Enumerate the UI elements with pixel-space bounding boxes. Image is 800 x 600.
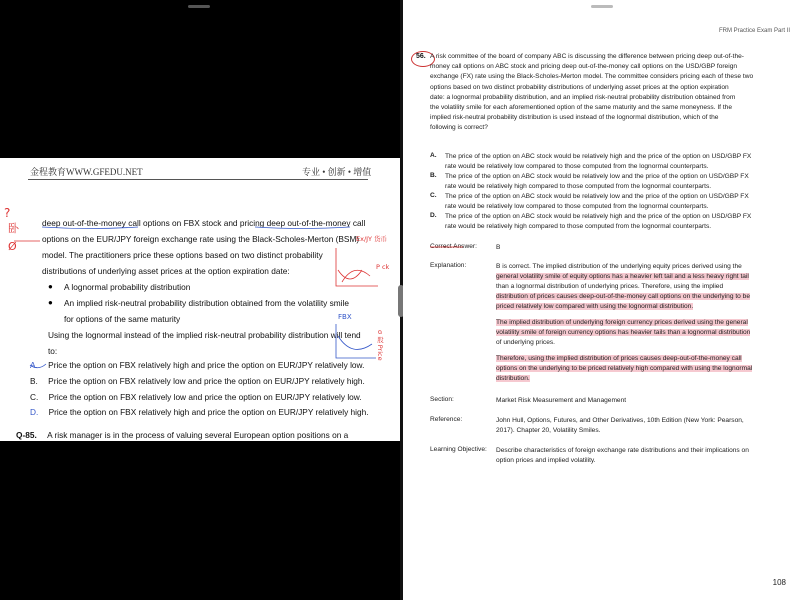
bullet-implied: An implied risk-neutral probability distribution obtained from the volatility smile bbox=[64, 298, 349, 308]
question-line: money call options on ABC stock and pricing deep out-of-the-money call options on the USD/GBP foreign bbox=[430, 63, 738, 71]
option-b-line2: rate would be relatively high compared to those computed from the lognormal counterparts. bbox=[445, 183, 712, 191]
option-c-label: C. bbox=[430, 192, 437, 199]
page-number: 108 bbox=[772, 578, 786, 587]
bullet-dot: ● bbox=[48, 298, 53, 307]
explanation-line-text: options on the underlying to be priced relatively high compared with using the lognormal bbox=[496, 365, 753, 372]
handwritten-question-mark: ? bbox=[4, 206, 11, 220]
explanation-label: Explanation: bbox=[430, 262, 467, 269]
objective-line: Describe characteristics of foreign exchange rate distributions and their implications on bbox=[496, 447, 749, 454]
option-a-line2: rate would be relatively low compared to those computed from the lognormal counterparts. bbox=[445, 163, 709, 171]
explanation-line-text: than a lognormal distribution of underlying prices. Therefore, using the implied bbox=[496, 283, 724, 290]
left-header-slogan: 专业 • 创新 • 增值 bbox=[302, 167, 372, 177]
option-b-line1: The price of the option on ABC stock would be relatively low and the price of the option on USD/GBP FX bbox=[445, 173, 749, 180]
option-a-line1: The price of the option on ABC stock would be relatively high and the price of the option on USD/GBP FX bbox=[445, 153, 752, 160]
option-c-label: C. bbox=[30, 392, 39, 402]
explanation-line-text: volatility smile of foreign currency options has heavier tails than a lognormal distribution bbox=[496, 329, 751, 336]
annotation-fbx-note: σ 股 Price bbox=[376, 330, 384, 361]
question-line-1: deep out-of-the-money call options on FBX stock and pricing deep out-of-the-money call bbox=[42, 218, 366, 228]
question-stem: Using the lognormal instead of the implied risk-neutral probability distribution will tend bbox=[48, 330, 361, 340]
option-d-line2: rate would be relatively high compared to those computed from the lognormal counterparts. bbox=[445, 223, 712, 231]
left-document-page bbox=[0, 158, 400, 441]
right-doc-header: FRM Practice Exam Part II bbox=[718, 28, 790, 34]
explanation-line-text: general volatility smile of equity options has a heavier left tail and a less heavy right tail bbox=[496, 273, 749, 280]
explanation-line-text: distribution. bbox=[496, 375, 530, 382]
right-split-pane[interactable] bbox=[403, 0, 800, 600]
option-d-label: D. bbox=[430, 212, 437, 219]
correct-answer-value: B bbox=[496, 244, 501, 251]
annotation-fx: Ex/JY 货币 bbox=[356, 235, 388, 243]
q85-label: Q-85. bbox=[16, 430, 37, 440]
option-d-line1: The price of the option on ABC stock would be relatively high and the price of the option on USD/GBP FX bbox=[445, 213, 752, 220]
question-line: exchange (FX) rate using the Black-Scholes-Merton model. The committee considers pricing each of these two bbox=[430, 73, 754, 81]
question-line: A risk committee of the board of company ABC is discussing the difference between pricing deep out-of-the- bbox=[430, 53, 744, 60]
annotation-pck: P ck bbox=[376, 263, 390, 271]
option-b-text: Price the option on FBX relatively low and price the option on EUR/JPY relatively high. bbox=[48, 376, 365, 386]
reference-line: John Hull, Options, Futures, and Other Derivatives, 10th Edition (New York: Pearson, bbox=[496, 417, 744, 424]
question-line: the volatility smile for each aforementioned option of the same maturity and the same moneyness. If the bbox=[430, 104, 733, 112]
explanation-line-text: Therefore, using the implied distribution of prices causes deep-out-of-the-money call bbox=[496, 355, 742, 362]
right-handwriting-marks bbox=[403, 0, 800, 600]
question-line: following is correct? bbox=[430, 124, 488, 132]
question-line-2: options on the EUR/JPY foreign exchange rate using the Black-Scholes-Merton (BSM) bbox=[42, 234, 360, 244]
q85-text: A risk manager is in the process of valuing several European option positions on a bbox=[47, 430, 349, 440]
question-line: options based on two distinct probability distributions of underlying asset prices at the option expiration bbox=[430, 83, 729, 91]
section-value: Market Risk Measurement and Management bbox=[496, 397, 627, 404]
reference-label: Reference: bbox=[430, 416, 463, 423]
explanation-line-text: of underlying prices. bbox=[496, 339, 556, 346]
explanation-line-text: The implied distribution of underlying foreign currency prices derived using the general bbox=[496, 319, 748, 326]
option-d-text: Price the option on FBX relatively high and price the option on EUR/JPY relatively high. bbox=[48, 407, 369, 417]
option-c-line1: The price of the option on ABC stock would be relatively low and the price of the option on USD/GBP FX bbox=[445, 193, 749, 200]
left-pane-handle[interactable] bbox=[188, 5, 210, 8]
explanation-line-text: distribution of prices causes deep-out-of-the-money call options on the underlying to be bbox=[496, 293, 751, 300]
left-header-site: 金程教育WWW.GFEDU.NET bbox=[30, 167, 143, 177]
section-label: Section: bbox=[430, 396, 454, 403]
bullet-dot: ● bbox=[48, 282, 53, 291]
bullet-implied-cont: for options of the same maturity bbox=[64, 314, 181, 324]
handwriting-sketches bbox=[0, 158, 400, 441]
option-c-text: Price the option on FBX relatively low and price the option on EUR/JPY relatively low. bbox=[48, 392, 362, 402]
correct-answer-label: Correct Answer: bbox=[430, 243, 477, 250]
explanation-line-text: B is correct. The implied distribution of the underlying equity prices derived using the bbox=[496, 263, 742, 270]
annotation-fbx: FBX bbox=[338, 313, 352, 321]
option-a-label: A. bbox=[30, 360, 38, 370]
question-number: 56. bbox=[416, 53, 426, 60]
option-b-label: B. bbox=[430, 172, 437, 179]
reference-line: 2017). Chapter 20, Volatility Smiles. bbox=[496, 427, 601, 434]
option-a-text: Price the option on FBX relatively high and price the option on EUR/JPY relatively low. bbox=[48, 360, 365, 370]
objective-line: option prices and implied volatility. bbox=[496, 457, 596, 464]
explanation-line-text: priced relatively low compared with using the lognormal distribution. bbox=[496, 303, 694, 310]
question-line-3: model. The practitioners price these options based on two distinct probability bbox=[42, 250, 323, 260]
option-a-label: A. bbox=[430, 152, 437, 159]
option-b-label: B. bbox=[30, 376, 38, 386]
question-stem-end: to: bbox=[48, 346, 58, 356]
bullet-lognormal: A lognormal probability distribution bbox=[64, 282, 191, 292]
handwritten-mark-2: Ø bbox=[8, 240, 17, 253]
handwritten-mark: 卧 bbox=[8, 222, 19, 235]
learning-objective-label: Learning Objective: bbox=[430, 446, 487, 453]
question-line: date: a lognormal probability distribution, and an implied risk-neutral probability distribution obtained from bbox=[430, 93, 736, 101]
question-line-4: distributions of underlying asset prices at the option expiration date: bbox=[42, 266, 290, 276]
question-line: implied risk-neutral probability distribution is used instead of the lognormal distribution, which of the bbox=[430, 114, 719, 122]
option-d-label: D. bbox=[30, 407, 39, 417]
option-c-line2: rate would be relatively low compared to those computed from the lognormal counterparts. bbox=[445, 203, 709, 211]
